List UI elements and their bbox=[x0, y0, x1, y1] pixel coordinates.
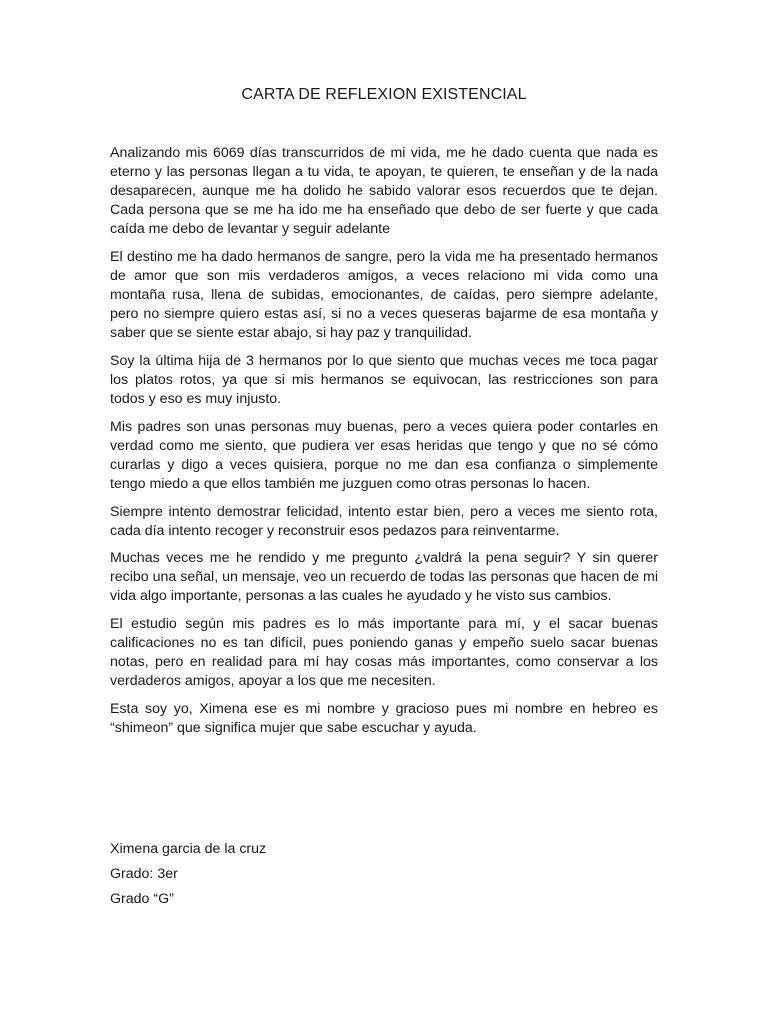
paragraph: Siempre intento demostrar felicidad, intento estar bien, pero a veces me siento rota, cada día intento recoger y reconstruir esos pedazos para reinventarme. bbox=[110, 503, 658, 539]
paragraph: Mis padres son unas personas muy buenas, pero a veces quiera poder contarles en verdad como me siento, que pudiera ver esas heridas que tengo y que no sé cómo curarlas y digo a veces quisiera, porque no me dan esa confianza o simplemente tengo miedo a que ellos también me juzguen como otras personas lo hacen. bbox=[110, 418, 658, 492]
author-group: Grado “G” bbox=[110, 891, 174, 907]
paragraph: Muchas veces me he rendido y me pregunto ¿valdrá la pena seguir? Y sin querer recibo una señal, un mensaje, veo un recuerdo de todas las personas que hacen de mi vida algo importante, personas a las cuales he ayudado y he visto sus cambios. bbox=[110, 550, 658, 605]
letter-body bbox=[110, 144, 658, 747]
author-grade: Grado: 3er bbox=[110, 866, 178, 882]
paragraph: Soy la última hija de 3 hermanos por lo que siento que muchas veces me toca pagar los platos rotos, ya que si mis hermanos se equivocan, las restricciones son para todos y eso es muy injusto. bbox=[110, 352, 658, 408]
author-name: Ximena garcia de la cruz bbox=[110, 841, 267, 857]
signature-block bbox=[110, 840, 266, 915]
paragraph: Analizando mis 6069 días transcurridos de mi vida, me he dado cuenta que nada es eterno y las personas llegan a tu vida, te apoyan, te quieren, te enseñan y de la nada desaparecen, aunque me ha dolido he sabido valorar esos recuerdos que te dejan. Cada persona que se me ha ido me ha enseñado que debo de ser fuerte y que cada caída me debo de levantar y seguir adelante bbox=[110, 145, 658, 238]
document-title: CARTA DE REFLEXION EXISTENCIAL bbox=[241, 86, 527, 103]
paragraph: El destino me ha dado hermanos de sangre, pero la vida me ha presentado hermanos de amor que son mis verdaderos amigos, a veces relaciono mi vida como una montaña rusa, llena de subidas, emocionantes, de caídas, pero siempre adelante, pero no siempre quiero estas así, si no a veces queseras bajarme de esa montaña y saber que se siente estar abajo, si hay paz y tranquilidad. bbox=[110, 248, 658, 342]
paragraph: Esta soy yo, Ximena ese es mi nombre y gracioso pues mi nombre en hebreo es “shimeon” que significa mujer que sabe escuchar y ayuda. bbox=[110, 700, 658, 737]
paragraph: El estudio según mis padres es lo más importante para mí, y el sacar buenas calificaciones no es tan difícil, pues poniendo ganas y empeño suelo sacar buenas notas, pero en realidad para mí hay cosas más importantes, como conservar a los verdaderos amigos, apoyar a los que me necesiten. bbox=[110, 616, 658, 690]
